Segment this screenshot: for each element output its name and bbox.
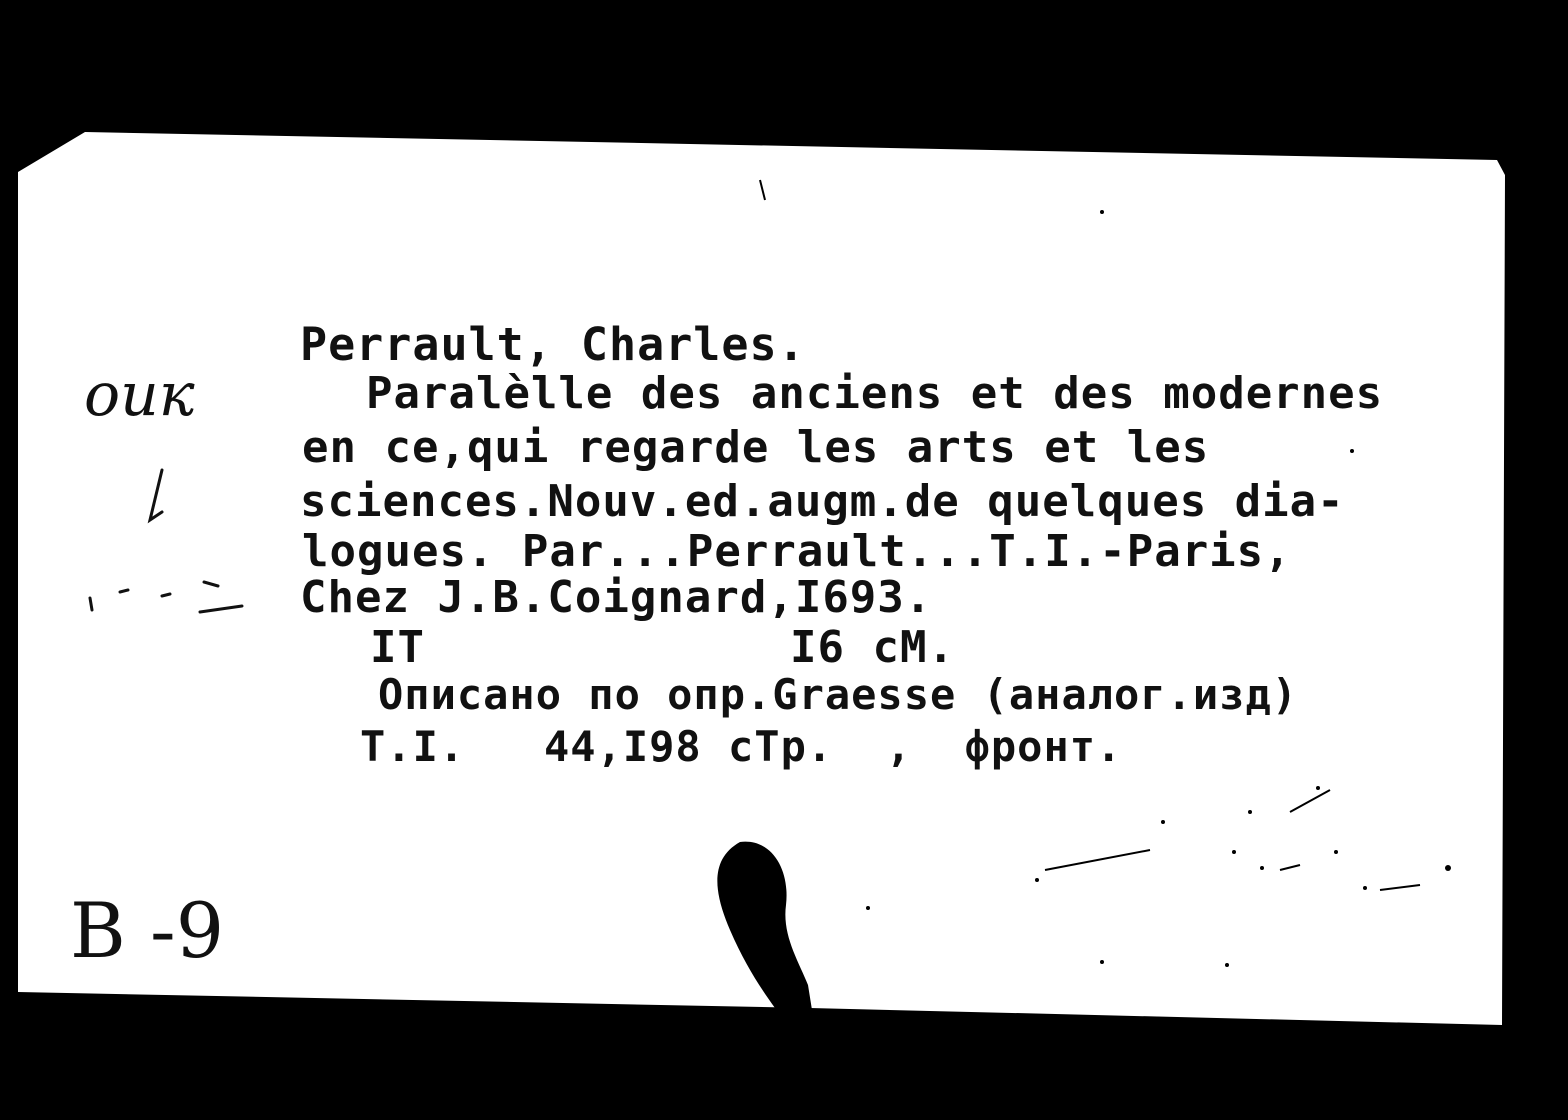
handwritten-margin-mark: ouк — [84, 360, 195, 430]
handwritten-shelf-mark: B -9 — [70, 886, 225, 975]
note-line-2: T.I. 44,I98 cTp. , фронт. — [360, 722, 1123, 771]
title-line-2: en ce,qui regarde les arts et les — [302, 422, 1210, 473]
title-line-4: logues. Par...Perrault...T.I.-Paris, — [302, 526, 1292, 577]
imprint-line: Chez J.B.Coignard,I693. — [300, 572, 933, 623]
title-line-3: sciences.Nouv.ed.augm.de quelques dia- — [300, 476, 1345, 527]
note-line-1: Описано по опр.Graesse (аналог.изд) — [378, 670, 1299, 719]
title-line-1: Paralèlle des anciens et des modernes — [366, 368, 1384, 419]
format-label: IT — [370, 622, 425, 673]
author-heading: Perrault, Charles. — [300, 318, 806, 371]
size-label: I6 cM. — [790, 622, 955, 673]
